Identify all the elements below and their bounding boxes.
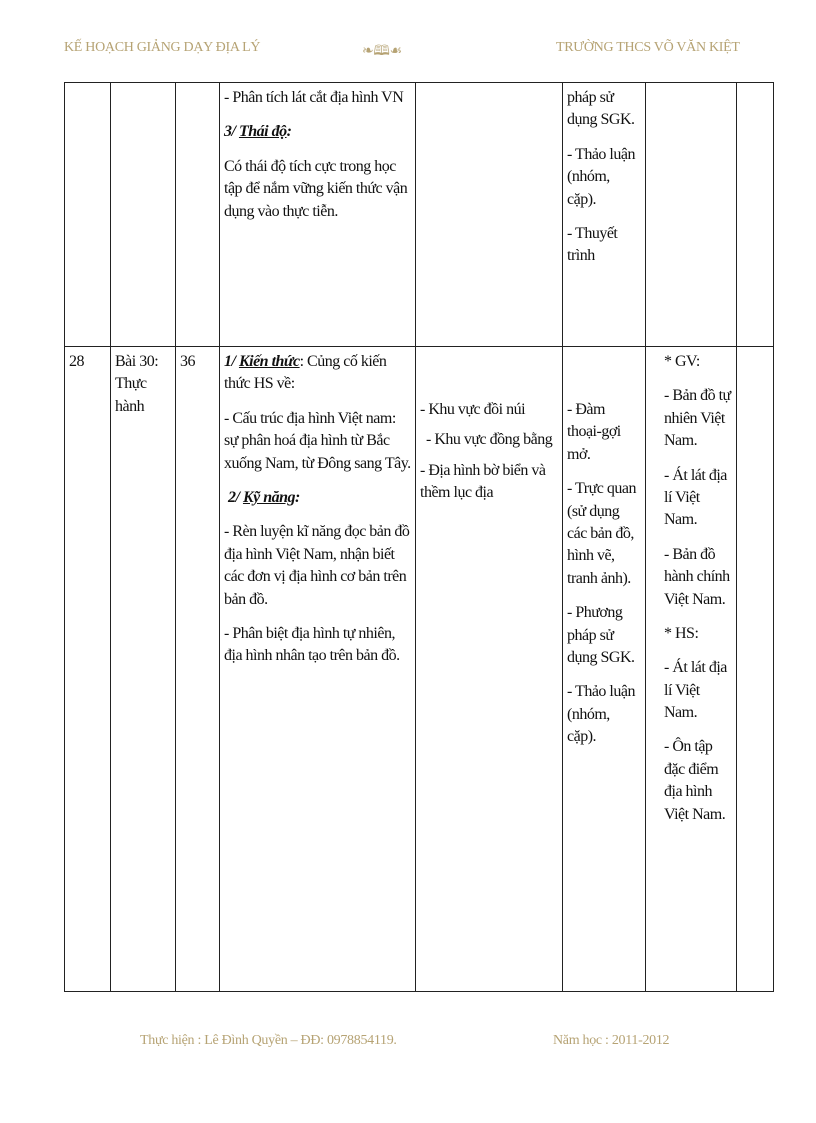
cell-focus <box>416 347 563 992</box>
knowledge-intro: : Củng cố kiến thức HS về: <box>224 353 387 393</box>
table-row <box>65 347 774 992</box>
student-label: * HS: <box>664 624 699 642</box>
cell-materials <box>646 83 737 347</box>
focus-item: - Địa hình bờ biển và thềm lục địa <box>420 461 546 502</box>
table-row <box>65 83 774 347</box>
material-item: - Bản đồ tự nhiên Việt Nam. <box>664 387 731 450</box>
material-item: - Át lát địa lí Việt Nam. <box>664 466 727 529</box>
knowledge-number: 1/ <box>224 353 239 370</box>
method-item: - Phương pháp sử dụng SGK. <box>567 604 635 666</box>
footer-school-year: Năm học : 2011-2012 <box>553 1033 670 1048</box>
method-item: - Đàm thoại-gợi mở. <box>567 401 621 463</box>
skill-item: - Rèn luyện kĩ năng đọc bản đồ địa hình Việt Nam, nhận biết các đơn vị địa hình cơ bản trên bản đồ. <box>224 523 410 608</box>
skill-heading <box>224 487 411 509</box>
attitude-number: 3/ <box>224 123 239 141</box>
cell-materials <box>646 347 737 992</box>
lesson-plan-table <box>64 82 774 992</box>
method-item: - Thảo luận (nhóm, cặp). <box>567 145 635 208</box>
cell-stt <box>65 83 111 347</box>
attitude-text: Có thái độ tích cực trong học tập để nắm vững kiến thức vận dụng vào thực tiễn. <box>224 157 408 220</box>
skill-item: - Phân biệt địa hình tự nhiên, địa hình nhân tạo trên bản đồ. <box>224 624 400 665</box>
method-item: - Thảo luận (nhóm, cặp). <box>567 683 635 746</box>
cell-lesson: Bài 30: Thực hành <box>111 347 176 992</box>
skill-item: - Phân tích lát cắt địa hình VN <box>224 89 404 106</box>
cell-period <box>176 83 220 347</box>
material-item: - Ôn tập đặc điểm địa hình Việt Nam. <box>664 738 726 823</box>
footer-author: Thực hiện : Lê Đình Quyền – ĐĐ: 0978854119. <box>140 1033 397 1048</box>
focus-item: - Khu vực đồng bằng <box>426 431 553 449</box>
attitude-heading <box>224 121 411 143</box>
cell-notes <box>737 347 774 992</box>
knowledge-item: - Cấu trúc địa hình Việt nam: sự phân hoá địa hình từ Bắc xuống Nam, từ Đông sang Tây. <box>224 409 411 472</box>
attitude-colon: : <box>286 123 292 141</box>
skill-colon: : <box>295 488 300 506</box>
method-item: pháp sử dụng SGK. <box>567 89 635 129</box>
header-ornament: ❧🕮☙ <box>362 44 402 59</box>
cell-objectives <box>220 83 416 347</box>
cell-period: 36 <box>176 347 220 992</box>
focus-item: - Khu vực đồi núi <box>420 401 526 418</box>
cell-methods <box>563 83 646 347</box>
attitude-title: Thái độ <box>238 123 287 141</box>
cell-methods <box>563 347 646 992</box>
material-item: - Át lát địa lí Việt Nam. <box>664 659 727 722</box>
knowledge-heading <box>224 351 411 396</box>
header-school: TRƯỜNG THCS VÕ VĂN KIỆT <box>556 40 740 55</box>
cell-lesson <box>111 83 176 347</box>
cell-objectives <box>220 347 416 992</box>
knowledge-title: Kiến thức <box>238 353 300 370</box>
skill-number: 2/ <box>228 488 243 506</box>
teacher-label: * GV: <box>664 353 700 370</box>
skill-title: Kỹ năng <box>242 488 296 506</box>
material-item: - Bản đồ hành chính Việt Nam. <box>664 545 730 608</box>
cell-focus <box>416 83 563 347</box>
method-item: - Trực quan (sử dụng các bản đồ, hình vẽ, tranh ảnh). <box>567 480 636 587</box>
cell-stt: 28 <box>65 347 111 992</box>
method-item: - Thuyết trình <box>567 224 618 265</box>
header-title: KẾ HOẠCH GIẢNG DẠY ĐỊA LÝ <box>64 40 261 55</box>
cell-notes <box>737 83 774 347</box>
